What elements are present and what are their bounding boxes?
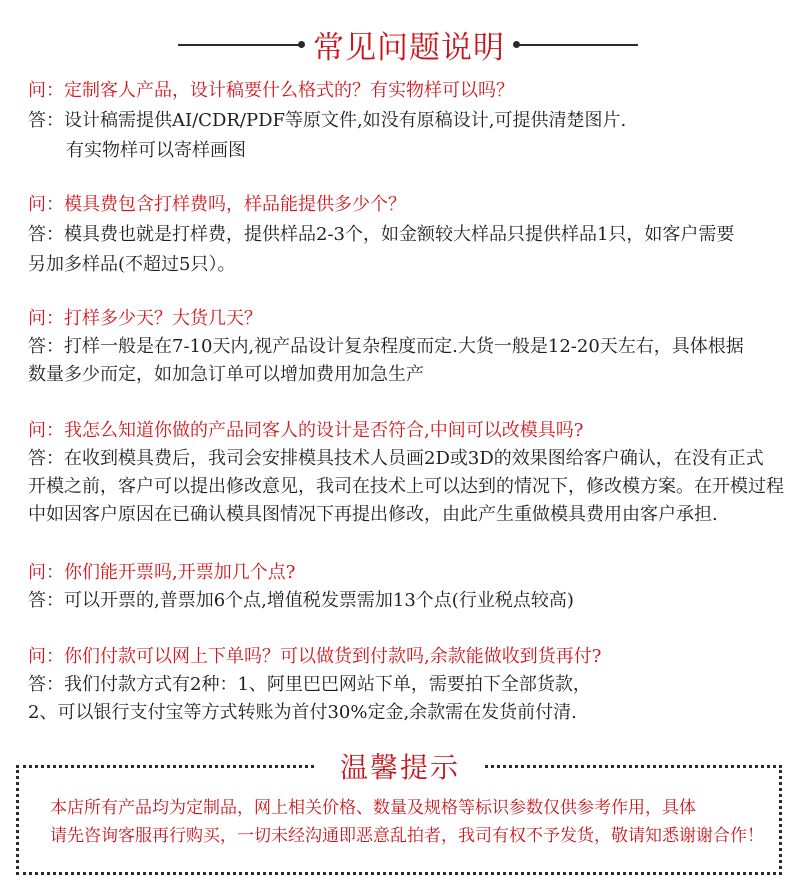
faq-answer-4-line-2: 开模之前，客户可以提出修改意见，我司在技术上可以达到的情况下，修改模方案。在开模过程 xyxy=(28,476,784,497)
faq-answer-6-line-1: 答：我们付款方式有2种：1、阿里巴巴网站下单，需要拍下全部货款， xyxy=(28,674,591,695)
page-title: 常见问题说明 xyxy=(313,30,505,66)
notice-line-1: 本店所有产品均为定制品，网上相关价格、数量及规格等标识参数仅供参考作用，具体 xyxy=(50,798,696,818)
faq-answer-2-line-1: 答：模具费也就是打样费，提供样品2-3个，如金额较大样品只提供样品1只，如客户需要 xyxy=(28,224,735,245)
title-rule-left xyxy=(178,44,300,46)
faq-answer-6-line-2: 2、可以银行支付宝等方式转账为首付30%定金,余款需在发货前付清. xyxy=(28,702,577,723)
notice-title: 温馨提示 xyxy=(339,751,460,784)
faq-question-4: 问：我怎么知道你做的产品同客人的设计是否符合,中间可以改模具吗? xyxy=(28,420,584,441)
faq-question-2: 问：模具费包含打样费吗，样品能提供多少个？ xyxy=(28,194,406,215)
faq-question-1: 问：定制客人产品，设计稿要什么格式的？有实物样可以吗？ xyxy=(28,80,514,101)
faq-answer-3-line-2: 数量多少而定，如加急订单可以增加费用加急生产 xyxy=(28,364,424,385)
faq-question-6: 问：你们付款可以网上下单吗？可以做货到付款吗,余款能做收到货再付? xyxy=(28,646,602,667)
faq-answer-2-line-2: 另加多样品(不超过5只）。 xyxy=(28,254,236,275)
title-rule-right xyxy=(518,44,638,46)
page-header xyxy=(0,18,800,70)
faq-answer-1-line-1: 答：设计稿需提供AI/CDR/PDF等原文件,如没有原稿设计,可提供清楚图片. xyxy=(28,110,627,131)
faq-question-5: 问：你们能开票吗,开票加几个点? xyxy=(28,562,296,583)
faq-question-3: 问：打样多少天？大货几天？ xyxy=(28,308,262,329)
faq-answer-4-line-3: 中如因客户原因在已确认模具图情况下再提出修改，由此产生重做模具费用由客户承担. xyxy=(28,504,718,525)
notice-line-2: 请先咨询客服再行购买，一切未经沟通即恶意乱拍者，我司有权不予发货，敬请知悉谢谢合作！ xyxy=(50,826,764,846)
faq-answer-5-line-1: 答：可以开票的,普票加6个点,增值税发票需加13个点(行业税点较高) xyxy=(28,590,574,611)
title-dot-left xyxy=(298,41,305,48)
faq-answer-3-line-1: 答：打样一般是在7-10天内,视产品设计复杂程度而定.大货一般是12-20天左右，具体根据 xyxy=(28,336,744,357)
faq-answer-4-line-1: 答：在收到模具费后，我司会安排模具技术人员画2D或3D的效果图给客户确认，在没有正式 xyxy=(28,448,764,469)
faq-answer-1-line-2: 有实物样可以寄样画图 xyxy=(66,140,246,161)
